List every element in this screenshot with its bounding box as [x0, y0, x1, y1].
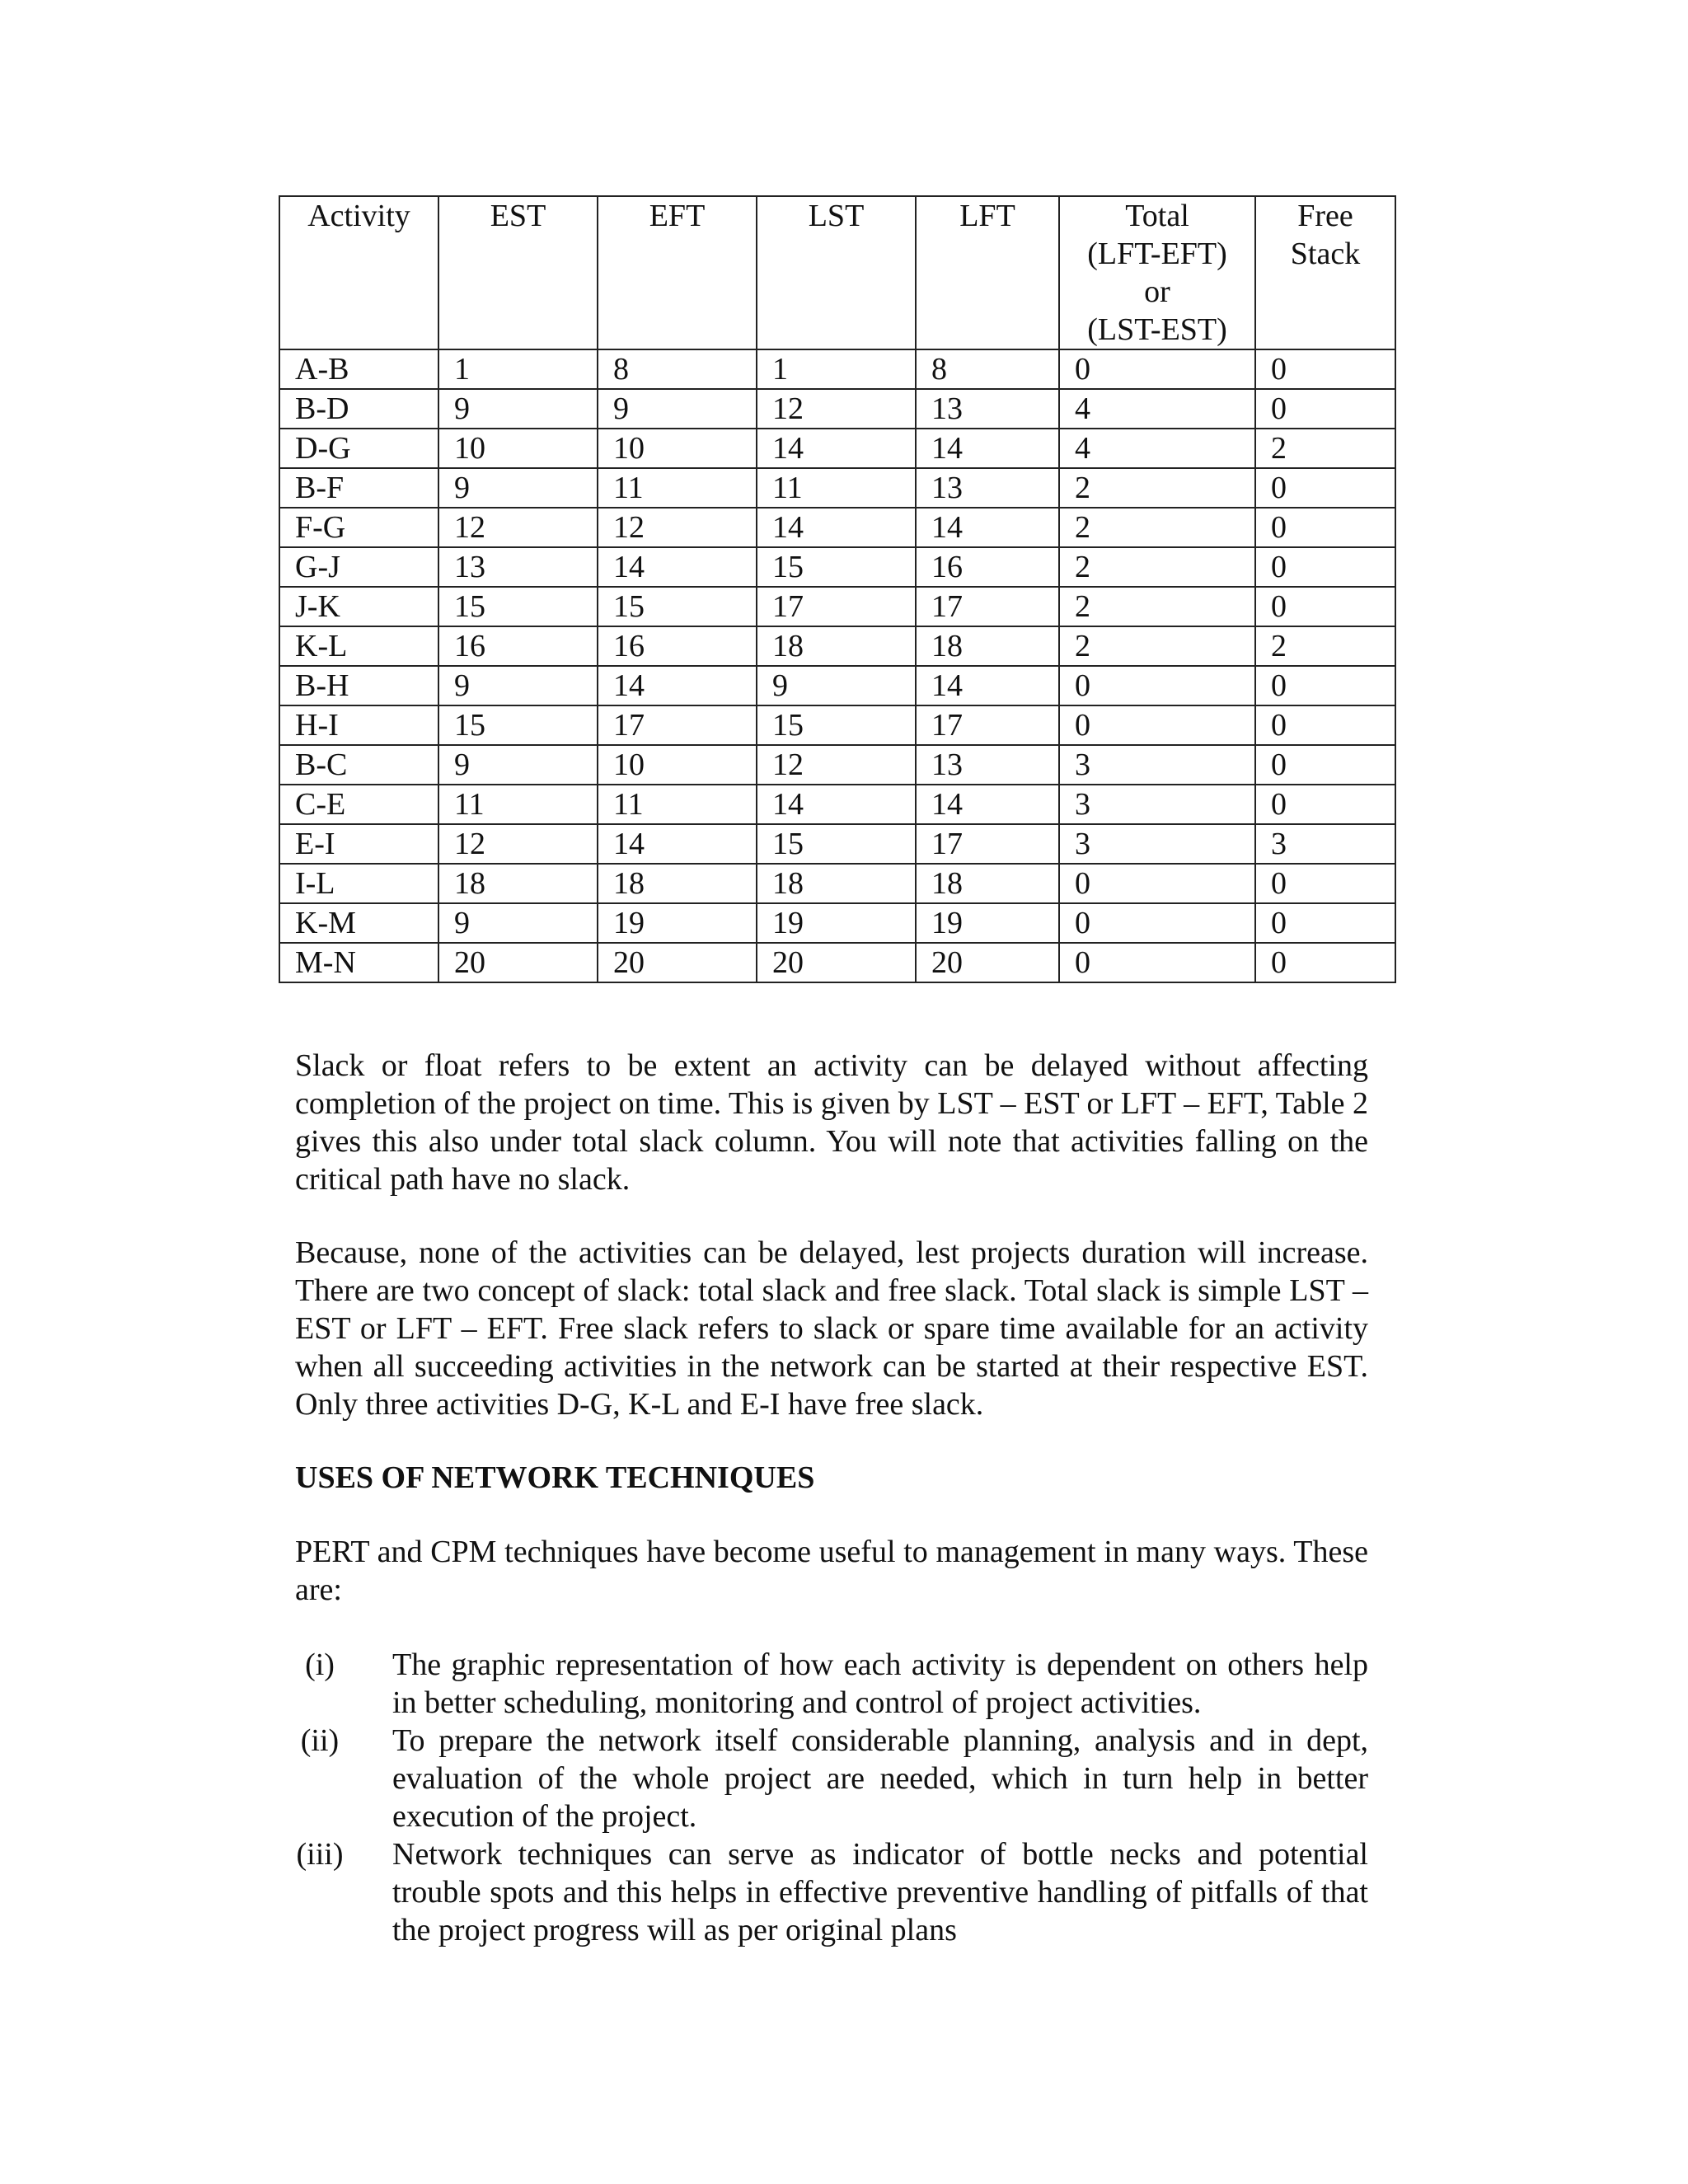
cell-free-slack: 0 [1255, 903, 1395, 943]
cell-free-slack: 2 [1255, 429, 1395, 468]
header-total-line: or [1144, 274, 1170, 309]
cell-est: 9 [438, 666, 598, 705]
cell-free-slack: 0 [1255, 389, 1395, 429]
cell-lst: 20 [757, 943, 916, 982]
table-row [279, 547, 1395, 587]
cell-lft: 17 [916, 824, 1059, 864]
cell-total-slack: 2 [1059, 626, 1255, 666]
cell-lst: 14 [757, 508, 916, 547]
cell-eft: 19 [598, 903, 757, 943]
cell-est: 15 [438, 705, 598, 745]
uses-list [295, 1646, 1368, 1949]
cell-lft: 13 [916, 745, 1059, 785]
cell-total-slack: 0 [1059, 666, 1255, 705]
cell-activity: B-D [279, 389, 438, 429]
cell-activity: C-E [279, 785, 438, 824]
table-row [279, 745, 1395, 785]
cell-total-slack: 0 [1059, 349, 1255, 389]
header-lst: LST [757, 196, 916, 349]
cell-lst: 1 [757, 349, 916, 389]
table-header-row [279, 196, 1395, 349]
cell-total-slack: 0 [1059, 864, 1255, 903]
cell-eft: 18 [598, 864, 757, 903]
cell-lft: 14 [916, 429, 1059, 468]
cell-est: 20 [438, 943, 598, 982]
header-total-slack [1059, 196, 1255, 349]
cell-eft: 8 [598, 349, 757, 389]
header-free-line: Stack [1290, 237, 1361, 271]
cell-total-slack: 4 [1059, 429, 1255, 468]
cell-free-slack: 3 [1255, 824, 1395, 864]
cell-lft: 18 [916, 864, 1059, 903]
header-lft: LFT [916, 196, 1059, 349]
cell-lst: 14 [757, 429, 916, 468]
cell-eft: 11 [598, 468, 757, 508]
header-activity: Activity [279, 196, 438, 349]
cell-eft: 14 [598, 824, 757, 864]
header-total-line: (LST-EST) [1087, 312, 1227, 347]
cell-lft: 18 [916, 626, 1059, 666]
cell-est: 12 [438, 824, 598, 864]
cell-lst: 11 [757, 468, 916, 508]
table-row [279, 587, 1395, 626]
list-item-text: Network techniques can serve as indicator of bottle necks and potential trouble spots and this helps in effective preventive handling of pitfalls of that the project progress will as per original plans [392, 1837, 1368, 1947]
cell-lst: 15 [757, 824, 916, 864]
cell-est: 9 [438, 468, 598, 508]
cell-est: 12 [438, 508, 598, 547]
header-eft: EFT [598, 196, 757, 349]
cell-lst: 12 [757, 745, 916, 785]
cell-free-slack: 2 [1255, 626, 1395, 666]
cell-activity: A-B [279, 349, 438, 389]
list-item-text: To prepare the network itself considerable planning, analysis and in dept, evaluation of the whole project are needed, which in turn help in better execution of the project. [392, 1723, 1368, 1834]
cell-est: 13 [438, 547, 598, 587]
cell-activity: K-L [279, 626, 438, 666]
cell-free-slack: 0 [1255, 864, 1395, 903]
cell-free-slack: 0 [1255, 349, 1395, 389]
cell-free-slack: 0 [1255, 943, 1395, 982]
cell-est: 1 [438, 349, 598, 389]
cell-activity: B-H [279, 666, 438, 705]
header-total-line: (LFT-EFT) [1087, 237, 1227, 271]
cell-free-slack: 0 [1255, 666, 1395, 705]
cell-eft: 10 [598, 745, 757, 785]
cell-est: 10 [438, 429, 598, 468]
cell-lft: 20 [916, 943, 1059, 982]
table-row [279, 349, 1395, 389]
cell-est: 9 [438, 389, 598, 429]
cell-activity: G-J [279, 547, 438, 587]
list-item-number: (ii) [300, 1723, 340, 1758]
cell-est: 18 [438, 864, 598, 903]
cell-eft: 12 [598, 508, 757, 547]
table-row [279, 468, 1395, 508]
table-row [279, 864, 1395, 903]
header-est: EST [438, 196, 598, 349]
cell-eft: 15 [598, 587, 757, 626]
cell-total-slack: 0 [1059, 705, 1255, 745]
table-row [279, 666, 1395, 705]
cell-total-slack: 0 [1059, 943, 1255, 982]
list-item [295, 1646, 1368, 1722]
table-row [279, 785, 1395, 824]
cell-lft: 13 [916, 468, 1059, 508]
cell-activity: H-I [279, 705, 438, 745]
cell-eft: 14 [598, 666, 757, 705]
cell-est: 15 [438, 587, 598, 626]
list-item-text: The graphic representation of how each activity is dependent on others help in better scheduling, monitoring and control of project activities. [392, 1647, 1368, 1720]
paragraph-free-slack: Because, none of the activities can be delayed, lest projects duration will increase. There are two concept of slack: total slack and free slack. Total slack is simple LST – EST or LFT – EFT. Free slack refers to slack or spare time available for an activity when all succeeding activities in the network can be started at their respective EST. Only three activities D-G, K-L and E-I have free slack. [295, 1235, 1368, 1422]
table-row [279, 943, 1395, 982]
table-row [279, 389, 1395, 429]
cell-activity: J-K [279, 587, 438, 626]
cell-lft: 17 [916, 587, 1059, 626]
table-row [279, 824, 1395, 864]
cell-total-slack: 0 [1059, 903, 1255, 943]
cell-total-slack: 3 [1059, 824, 1255, 864]
cell-total-slack: 3 [1059, 745, 1255, 785]
cell-total-slack: 2 [1059, 587, 1255, 626]
table-row [279, 626, 1395, 666]
cell-est: 16 [438, 626, 598, 666]
cell-eft: 9 [598, 389, 757, 429]
cell-activity: D-G [279, 429, 438, 468]
cell-free-slack: 0 [1255, 785, 1395, 824]
section-heading: USES OF NETWORK TECHNIQUES [295, 1460, 815, 1495]
cell-free-slack: 0 [1255, 745, 1395, 785]
cell-lst: 12 [757, 389, 916, 429]
list-item-number: (i) [305, 1647, 335, 1682]
cell-lst: 17 [757, 587, 916, 626]
header-total-line: Total [1125, 199, 1189, 233]
cell-free-slack: 0 [1255, 705, 1395, 745]
list-item [295, 1722, 1368, 1835]
cell-total-slack: 2 [1059, 468, 1255, 508]
cell-lft: 13 [916, 389, 1059, 429]
cell-total-slack: 2 [1059, 547, 1255, 587]
cell-eft: 16 [598, 626, 757, 666]
cell-eft: 20 [598, 943, 757, 982]
cell-eft: 11 [598, 785, 757, 824]
paragraph-slack-definition: Slack or float refers to be extent an activity can be delayed without affecting completion of the project on time. This is given by LST – EST or LFT – EFT, Table 2 gives this also under total slack column. You will note that activities falling on the critical path have no slack. [295, 1048, 1368, 1197]
cell-lst: 15 [757, 705, 916, 745]
cell-eft: 10 [598, 429, 757, 468]
list-item-number: (iii) [296, 1837, 344, 1872]
cell-lft: 16 [916, 547, 1059, 587]
cell-est: 11 [438, 785, 598, 824]
cell-free-slack: 0 [1255, 468, 1395, 508]
cell-activity: B-C [279, 745, 438, 785]
cell-est: 9 [438, 745, 598, 785]
cell-lft: 14 [916, 666, 1059, 705]
cell-activity: K-M [279, 903, 438, 943]
cell-activity: M-N [279, 943, 438, 982]
cell-activity: I-L [279, 864, 438, 903]
table-row [279, 705, 1395, 745]
cell-free-slack: 0 [1255, 547, 1395, 587]
cell-lft: 17 [916, 705, 1059, 745]
cell-activity: B-F [279, 468, 438, 508]
cell-free-slack: 0 [1255, 587, 1395, 626]
table-body [279, 349, 1395, 982]
cell-lst: 9 [757, 666, 916, 705]
cell-est: 9 [438, 903, 598, 943]
cell-lft: 14 [916, 785, 1059, 824]
cell-lft: 14 [916, 508, 1059, 547]
cell-activity: F-G [279, 508, 438, 547]
table-row [279, 903, 1395, 943]
cell-eft: 17 [598, 705, 757, 745]
table-row [279, 429, 1395, 468]
cell-lst: 14 [757, 785, 916, 824]
slack-table [279, 195, 1396, 983]
cell-activity: E-I [279, 824, 438, 864]
cell-lst: 18 [757, 864, 916, 903]
header-free-line: Free [1297, 199, 1353, 233]
cell-lst: 18 [757, 626, 916, 666]
cell-lft: 8 [916, 349, 1059, 389]
cell-total-slack: 4 [1059, 389, 1255, 429]
cell-lft: 19 [916, 903, 1059, 943]
cell-total-slack: 2 [1059, 508, 1255, 547]
header-free-slack [1255, 196, 1395, 349]
cell-free-slack: 0 [1255, 508, 1395, 547]
cell-lst: 19 [757, 903, 916, 943]
list-item [295, 1835, 1368, 1949]
paragraph-pert-intro: PERT and CPM techniques have become useful to management in many ways. These are: [295, 1535, 1368, 1607]
cell-total-slack: 3 [1059, 785, 1255, 824]
cell-lst: 15 [757, 547, 916, 587]
table-row [279, 508, 1395, 547]
cell-eft: 14 [598, 547, 757, 587]
